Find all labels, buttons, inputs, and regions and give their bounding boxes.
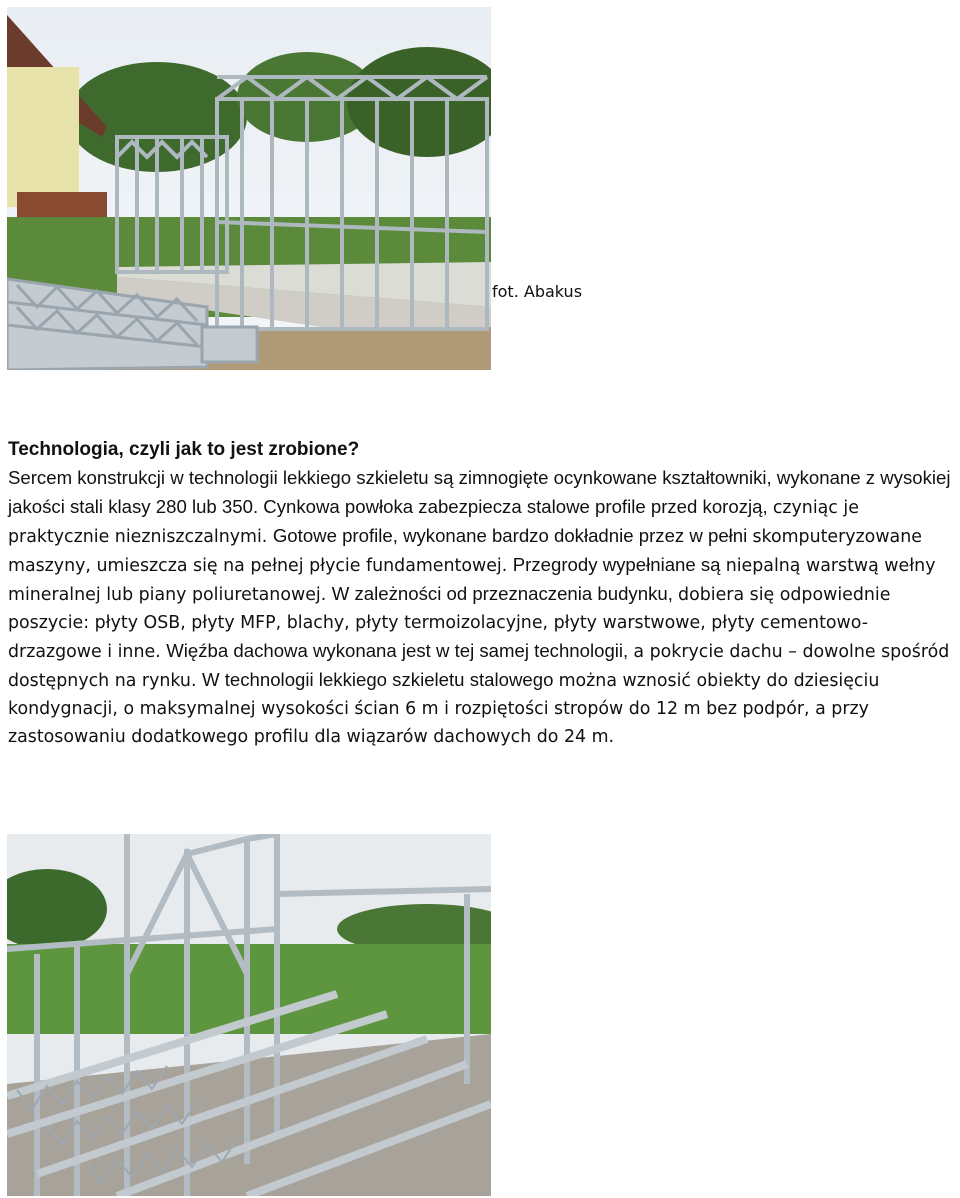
paragraph-segment: W technologii lekkiego szkieletu stalowego xyxy=(202,669,559,690)
article-heading: Technologia, czyli jak to jest zrobione? xyxy=(8,439,360,460)
paragraph-segment: Sercem konstrukcji w technologii lekkiego szkieletu są zimnogięte ocynkowane kształtowniki, wykonane z wysokiej jakości stali klasy 280 lub 350. Cynkowa powłoka zabezpiecza stalowe profile przed korozją, xyxy=(8,467,951,517)
paragraph-segment: Więźba dachowa wykonana jest w tej samej technologii, xyxy=(166,640,634,661)
paragraph-segment: dobiera się odpowiednie poszycie: płyty OSB, płyty MFP, blachy, płyty termoizolacyjne, płyty warstwowe, płyty cementowo-drzazgowe i inne. xyxy=(8,585,891,662)
paragraph-segment: niepalną warstwą wełny mineralnej lub piany poliuretanowej. xyxy=(8,556,936,605)
paragraph-segment: a pokrycie dachu – dowolne spośród dostępnych na rynku. xyxy=(8,642,950,691)
photo-caption: fot. Abakus xyxy=(492,282,583,301)
paragraph-segment: czyniąc je praktycznie niezniszczalnymi. xyxy=(8,498,859,547)
steel-frame-house-illustration xyxy=(7,7,491,370)
photo-steel-frame-structure xyxy=(7,834,491,1196)
paragraph-segment: Przegrody wypełniane są xyxy=(512,554,726,575)
paragraph-segment: można wznosić obiekty do dziesięciu kondygnacji, o maksymalnej wysokości ścian 6 m i rozpiętości stropów do 12 m bez podpór, a przy zastosowaniu dodatkowego profilu dla wiązarów dachowych do 24 m. xyxy=(8,671,880,747)
paragraph-segment: skomputeryzowane maszyny, umieszcza się na pełnej płycie fundamentowej. xyxy=(8,527,922,576)
article xyxy=(8,436,960,751)
photo-steel-frame-house xyxy=(7,7,491,370)
paragraph-segment: Gotowe profile, wykonane bardzo dokładnie przez w pełni xyxy=(272,525,753,546)
steel-frame-structure-illustration xyxy=(7,834,491,1196)
paragraph-segment: W zależności od przeznaczenia budynku, xyxy=(331,583,679,604)
article-paragraph xyxy=(8,469,951,747)
